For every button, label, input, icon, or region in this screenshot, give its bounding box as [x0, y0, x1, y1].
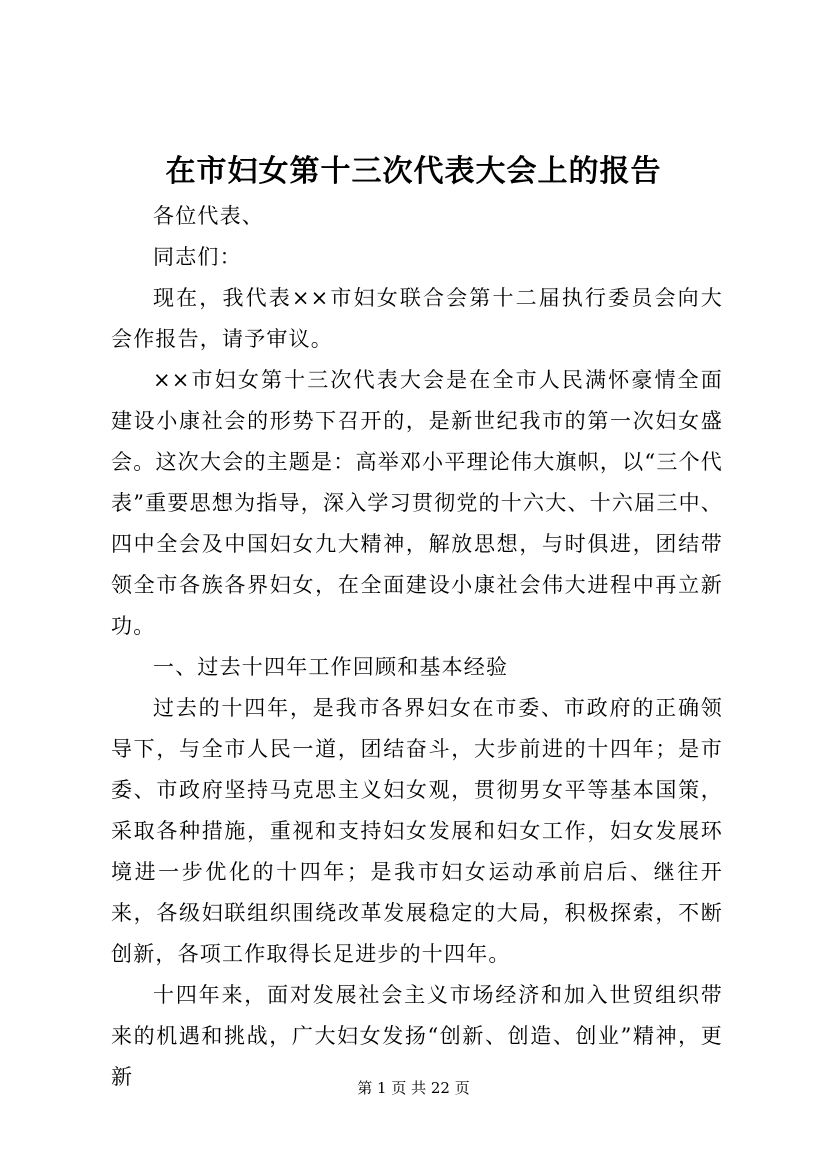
page-number: 第 1 页 共 22 页 [357, 1079, 470, 1097]
paragraph-fourteen-years: 十四年来，面对发展社会主义市场经济和加入世贸组织带来的机遇和挑战，广大妇女发扬“创新、创造、创业”精神，更新 [111, 983, 723, 1089]
paragraph-salutation-1: 各位代表、 [153, 204, 264, 228]
paragraph-review: 过去的十四年，是我市各界妇女在市委、市政府的正确领导下，与全市人民一道，团结奋斗，大步前进的十四年；是市委、市政府坚持马克思主义妇女观，贯彻男女平等基本国策，采取各种措施，重视和支持妇女发展和妇女工作，妇女发展环境进一步优化的十四年；是我市妇女运动承前启后、继往开来，各级妇联组织围绕改革发展稳定的大局，积极探索，不断创新，各项工作取得长足进步的十四年。 [111, 696, 723, 966]
paragraph-salutation-2: 同志们： [153, 245, 242, 269]
document-body [111, 196, 723, 1098]
paragraph-theme: ××市妇女第十三次代表大会是在全市人民满怀豪情全面建设小康社会的形势下召开的，是新世纪我市的第一次妇女盛会。这次大会的主题是：高举邓小平理论伟大旗帜，以“三个代表”重要思想为指导，深入学习贯彻党的十六大、十六届三中、四中全会及中国妇女九大精神，解放思想，与时俱进，团结带领全市各族各界妇女，在全面建设小康社会伟大进程中再立新功。 [111, 368, 723, 638]
paragraph-intro: 现在，我代表××市妇女联合会第十二届执行委员会向大会作报告，请予审议。 [111, 286, 723, 351]
document-title: 在市妇女第十三次代表大会上的报告 [165, 154, 662, 189]
section-heading-1: 一、过去十四年工作回顾和基本经验 [153, 655, 509, 679]
